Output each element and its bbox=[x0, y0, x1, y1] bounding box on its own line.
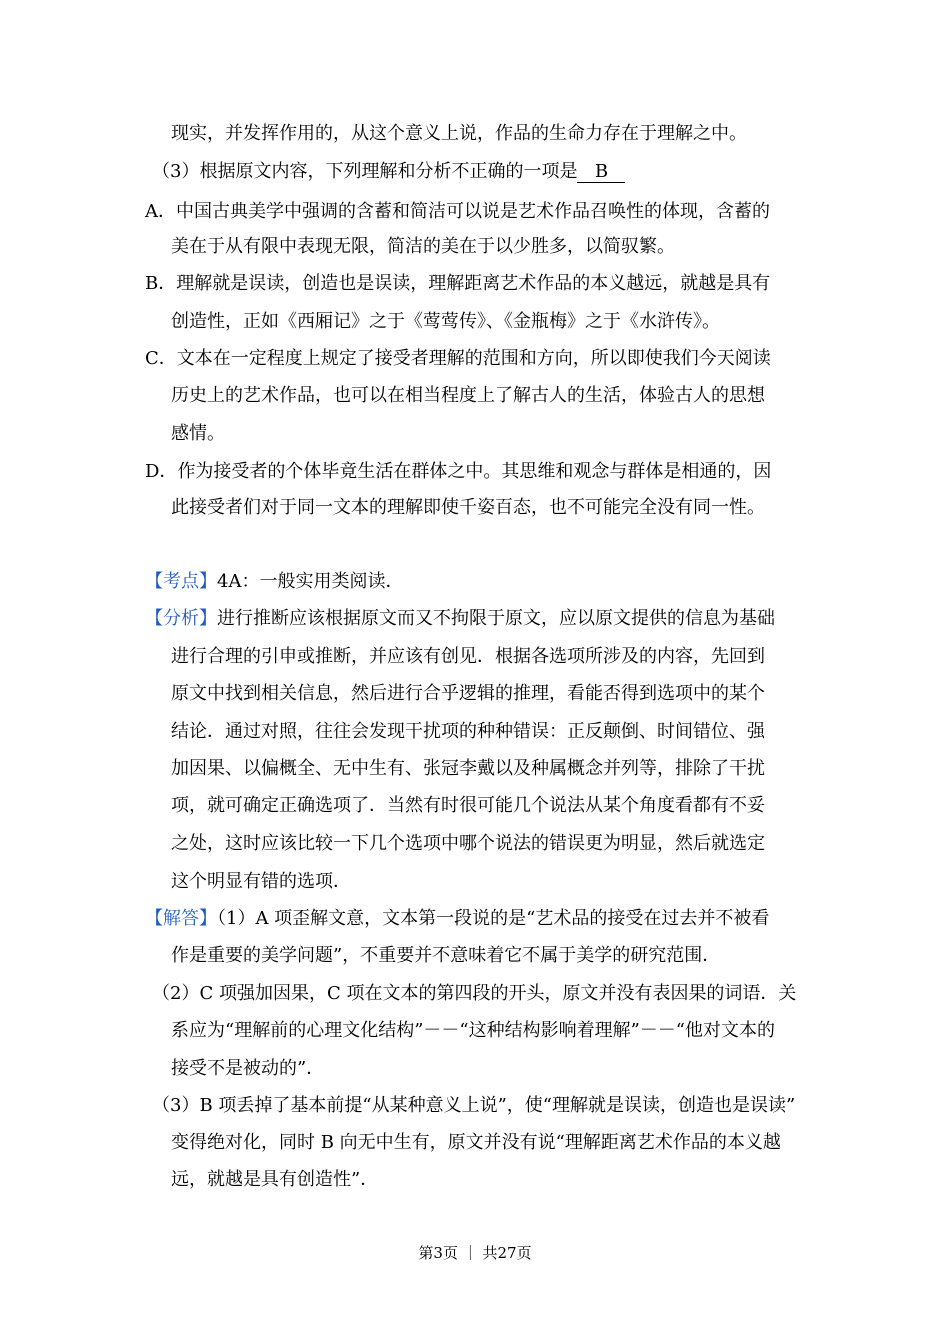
option-label: B． bbox=[145, 273, 177, 294]
jieda-p3-line3: 远，就越是具有创造性”． bbox=[171, 1169, 379, 1190]
kaodian-text: 4A：一般实用类阅读． bbox=[217, 571, 404, 592]
fenxi-tag: 【分析】 bbox=[145, 608, 217, 629]
jieda-line bbox=[145, 907, 769, 931]
jieda-line2: 作是重要的美学问题”，不重要并不意味着它不属于美学的研究范围． bbox=[171, 945, 721, 966]
fenxi-line6: 项，就可确定正确选项了．当然有时很可能几个说法从某个角度看都有不妥 bbox=[171, 795, 765, 816]
option-text: 中国古典美学中强调的含蓄和简洁可以说是艺术作品召唤性的体现，含蓄的 bbox=[176, 201, 770, 222]
paragraph-line: 现实，并发挥作用的，从这个意义上说，作品的生命力存在于理解之中。 bbox=[171, 123, 747, 144]
jieda-p2-line3: 接受不是被动的”． bbox=[171, 1058, 325, 1079]
jieda-text: （1）A 项歪解文意，文本第一段说的是“艺术品的接受在过去并不被看 bbox=[217, 908, 770, 929]
fenxi-line bbox=[145, 607, 775, 631]
answer-blank: B bbox=[577, 162, 625, 183]
option-text: 作为接受者的个体毕竟生活在群体之中。其思维和观念与群体是相通的，因 bbox=[177, 461, 772, 482]
page-footer: 第3页 ｜ 共27页 bbox=[418, 1244, 532, 1262]
fenxi-line8: 这个明显有错的选项． bbox=[171, 871, 351, 892]
fenxi-line3: 原文中找到相关信息，然后进行合乎逻辑的推理，看能否得到选项中的某个 bbox=[171, 683, 765, 704]
option-label: D． bbox=[145, 461, 178, 482]
fenxi-line2: 进行合理的引申或推断，并应该有创见．根据各选项所涉及的内容，先回到 bbox=[171, 646, 765, 667]
option-label: C． bbox=[145, 348, 177, 369]
fenxi-line4: 结论．通过对照，往往会发现干扰项的种种错误：正反颠倒、时间错位、强 bbox=[171, 721, 765, 742]
kaodian-line bbox=[145, 570, 403, 594]
fenxi-line5: 加因果、以偏概全、无中生有、张冠李戴以及种属概念并列等，排除了干扰 bbox=[171, 758, 765, 779]
option-text: 文本在一定程度上规定了接受者理解的范围和方向，所以即使我们今天阅读 bbox=[176, 348, 771, 369]
fenxi-text: 进行推断应该根据原文而又不拘限于原文，应以原文提供的信息为基础 bbox=[217, 608, 775, 629]
option-d bbox=[145, 460, 771, 484]
option-c-line3: 感情。 bbox=[171, 423, 225, 444]
kaodian-tag: 【考点】 bbox=[145, 571, 217, 592]
question-text: （3）根据原文内容，下列理解和分析不正确的一项是 bbox=[152, 161, 578, 182]
jieda-p3-line2: 变得绝对化，同时 B 向无中生有，原文并没有说“理解距离艺术作品的本义越 bbox=[171, 1132, 781, 1153]
jieda-tag: 【解答】 bbox=[145, 908, 217, 929]
option-a-line2: 美在于从有限中表现无限，简洁的美在于以少胜多，以简驭繁。 bbox=[171, 236, 675, 257]
jieda-p2-line2: 系应为“理解前的心理文化结构”－－“这种结构影响着理解”－－“他对文本的 bbox=[171, 1020, 776, 1041]
option-c-line2: 历史上的艺术作品，也可以在相当程度上了解古人的生活，体验古人的思想 bbox=[171, 385, 765, 406]
fenxi-line7: 之处，这时应该比较一下几个选项中哪个说法的错误更为明显，然后就选定 bbox=[171, 833, 765, 854]
option-text: 理解就是误读，创造也是误读，理解距离艺术作品的本义越远，就越是具有 bbox=[176, 273, 771, 294]
option-b bbox=[145, 272, 770, 296]
option-label: A． bbox=[145, 201, 176, 222]
option-b-line2: 创造性，正如《西厢记》之于《莺莺传》、《金瓶梅》之于《水浒传》。 bbox=[171, 311, 720, 332]
option-d-line2: 此接受者们对于同一文本的理解即使千姿百态，也不可能完全没有同一性。 bbox=[171, 497, 765, 518]
jieda-p3-line1: （3）B 项丢掉了基本前提“从某种意义上说”，使“理解就是误读，创造也是误读” bbox=[152, 1095, 796, 1116]
jieda-p2-line1: （2）C 项强加因果，C 项在文本的第四段的开头，原文并没有表因果的词语．关 bbox=[152, 983, 797, 1004]
option-c bbox=[145, 347, 771, 371]
option-a bbox=[145, 200, 770, 224]
question-prompt bbox=[152, 160, 625, 184]
